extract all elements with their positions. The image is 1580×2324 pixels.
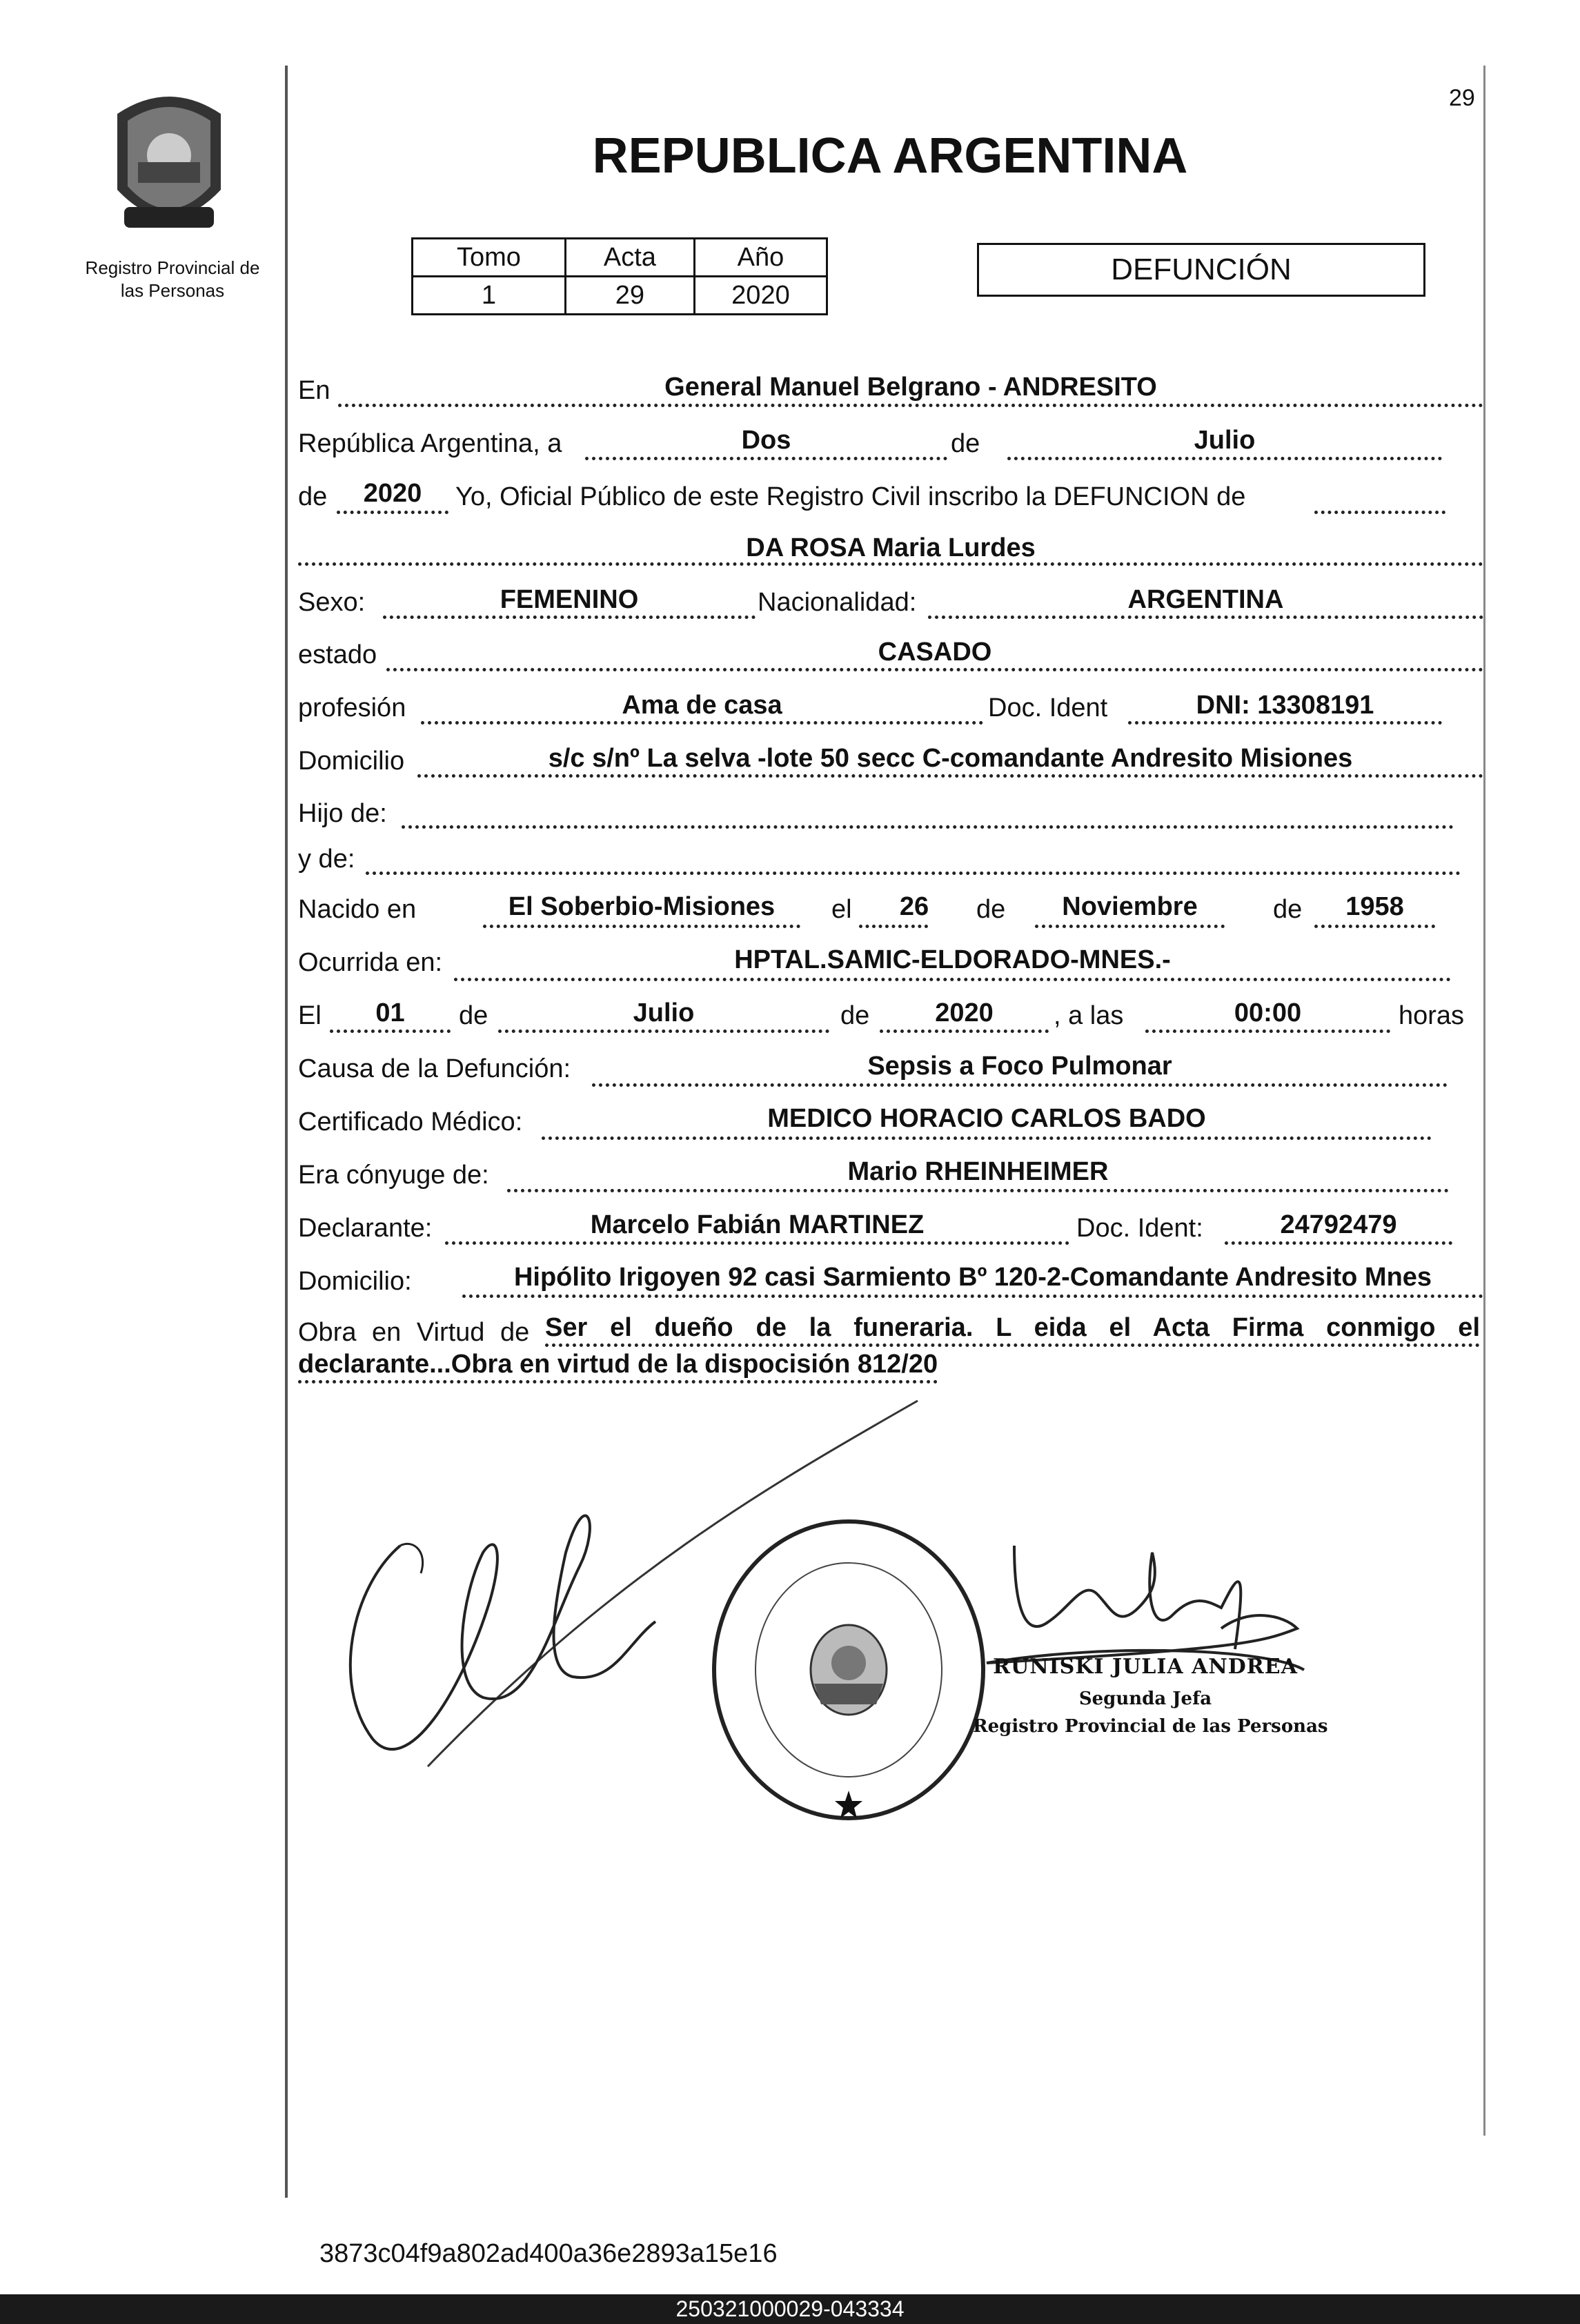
certificado-line <box>542 1136 1432 1140</box>
page-title: REPUBLICA ARGENTINA <box>592 128 1188 184</box>
y-de-label: y de: <box>298 845 355 874</box>
declarante-value: Marcelo Fabián MARTINEZ <box>590 1210 925 1239</box>
official-role: Segunda Jefa <box>1078 1688 1212 1709</box>
day-line <box>585 457 947 460</box>
record-table <box>411 237 828 315</box>
domicilio-label: Domicilio <box>298 747 405 776</box>
de-label: de <box>951 429 980 458</box>
declarante-label: Declarante: <box>298 1214 433 1243</box>
profesion-label: profesión <box>298 693 406 722</box>
hijo-de-label: Hijo de: <box>298 799 387 828</box>
conyuge-label: Era cónyuge de: <box>298 1161 489 1190</box>
value-tomo: 1 <box>413 277 566 315</box>
fallec-mes-line <box>498 1030 829 1033</box>
nacido-lugar-line <box>483 925 800 928</box>
declarante-line <box>445 1241 1069 1245</box>
fallec-dia-value: 01 <box>375 998 405 1027</box>
fallec-dia-line <box>330 1030 451 1033</box>
doc-ident-value: DNI: 13308191 <box>1196 691 1374 720</box>
nacido-mes-value: Noviembre <box>1062 892 1198 921</box>
nacido-anio-line <box>1314 925 1435 928</box>
barcode-footer-bar <box>0 2294 1580 2324</box>
estado-line <box>386 668 1483 671</box>
record-type: DEFUNCIÓN <box>1111 253 1292 286</box>
y-de-line <box>366 872 1461 875</box>
domicilio-value: s/c s/nº La selva -lote 50 secc C-comandante Andresito Misiones <box>548 744 1353 773</box>
header-anio: Año <box>694 239 827 277</box>
ocurrida-value: HPTAL.SAMIC-ELDORADO-MNES.- <box>734 945 1171 974</box>
value-anio: 2020 <box>694 277 827 315</box>
conyuge-line <box>507 1189 1449 1192</box>
year-line <box>337 511 448 514</box>
ocurrida-label: Ocurrida en: <box>298 948 443 977</box>
sexo-label: Sexo: <box>298 588 366 617</box>
de-label-2: de <box>976 895 1006 924</box>
declarante-domicilio-line <box>462 1294 1483 1298</box>
declarante-domicilio-value: Hipólito Irigoyen 92 casi Sarmiento Bº 120-2-Comandante Andresito Mnes <box>513 1263 1432 1292</box>
header-acta: Acta <box>565 239 694 277</box>
fallec-anio-value: 2020 <box>935 998 994 1027</box>
registry-name-line1: Registro Provincial de <box>85 257 260 278</box>
right-margin-line <box>1483 66 1485 2136</box>
registry-seal <box>704 1511 994 1829</box>
de-label-3: de <box>1273 895 1303 924</box>
sexo-value: FEMENINO <box>500 585 639 614</box>
declarante-doc-line <box>1225 1241 1452 1245</box>
el-label-2: El <box>298 1001 322 1030</box>
nacido-dia-value: 26 <box>899 892 929 921</box>
document-hash: 3873c04f9a802ad400a36e2893a15e16 <box>319 2239 778 2268</box>
causa-line <box>592 1083 1448 1087</box>
registry-name-line2: las Personas <box>120 280 225 301</box>
nacido-lugar-value: El Soberbio-Misiones <box>508 892 776 921</box>
nacionalidad-line <box>928 616 1483 619</box>
causa-value: Sepsis a Foco Pulmonar <box>867 1052 1172 1081</box>
nacido-dia-line <box>859 925 928 928</box>
doc-ident-label-2: Doc. Ident: <box>1076 1214 1203 1243</box>
de-label-4: de <box>459 1001 488 1030</box>
year-value: 2020 <box>363 479 422 508</box>
left-margin-line <box>285 66 288 2198</box>
officer-statement: Yo, Oficial Público de este Registro Civil inscribo la DEFUNCION de <box>455 482 1246 511</box>
hijo-de-line <box>402 825 1454 829</box>
fallec-hora-line <box>1145 1030 1390 1033</box>
official-office: Registro Provincial de las Personas <box>973 1716 1328 1737</box>
nacionalidad-label: Nacionalidad: <box>758 588 917 617</box>
fallec-anio-line <box>880 1030 1049 1033</box>
record-table-value-row <box>413 277 827 315</box>
record-table-header-row <box>413 239 827 277</box>
fallec-mes-value: Julio <box>633 998 695 1027</box>
province-logo <box>103 86 235 245</box>
estado-label: estado <box>298 640 377 669</box>
doc-ident-line <box>1128 721 1442 725</box>
header-tomo: Tomo <box>413 239 566 277</box>
de-year-label: de <box>298 482 328 511</box>
certificado-label: Certificado Médico: <box>298 1107 523 1136</box>
certificado-value: MEDICO HORACIO CARLOS BADO <box>767 1104 1206 1133</box>
ocurrida-line <box>454 978 1451 981</box>
declarante-doc-value: 24792479 <box>1280 1210 1397 1239</box>
a-las-label: , a las <box>1054 1001 1124 1030</box>
profesion-line <box>421 721 983 725</box>
month-value: Julio <box>1194 426 1256 455</box>
deceased-name-line <box>298 562 1483 566</box>
month-line <box>1007 457 1442 460</box>
barcode-number: 250321000029-043334 <box>675 2296 905 2321</box>
en-label: En <box>298 376 330 405</box>
de-label-5: de <box>840 1001 870 1030</box>
obra-line-2: declarante...Obra en virtud de la dispocisión 812/20 <box>298 1351 938 1383</box>
value-acta: 29 <box>565 277 694 315</box>
official-name: RUNISKI JULIA ANDREA <box>993 1655 1298 1679</box>
day-words-value: Dos <box>741 426 791 455</box>
nacionalidad-value: ARGENTINA <box>1127 585 1284 614</box>
nacido-mes-line <box>1035 925 1225 928</box>
conyuge-value: Mario RHEINHEIMER <box>847 1157 1109 1186</box>
page-number: 29 <box>1449 85 1475 111</box>
record-type-box <box>977 243 1425 297</box>
el-label: el <box>831 895 852 924</box>
republica-label: República Argentina, a <box>298 429 562 458</box>
domicilio-line <box>417 774 1483 778</box>
profesion-value: Ama de casa <box>622 691 782 720</box>
obra-label: Obra en Virtud de <box>298 1318 530 1347</box>
deceased-name-value: DA ROSA Maria Lurdes <box>746 533 1036 562</box>
place-value: General Manuel Belgrano - ANDRESITO <box>664 373 1157 402</box>
doc-ident-label: Doc. Ident <box>988 693 1108 722</box>
sexo-line <box>383 616 756 619</box>
nacido-anio-value: 1958 <box>1345 892 1404 921</box>
place-line <box>338 404 1483 407</box>
nacido-label: Nacido en <box>298 895 417 924</box>
obra-line-1: Ser el dueño de la funeraria. L eida el Acta Firma conmigo el <box>545 1314 1480 1347</box>
fallec-hora-value: 00:00 <box>1234 998 1302 1027</box>
causa-label: Causa de la Defunción: <box>298 1054 571 1083</box>
horas-label: horas <box>1399 1001 1465 1030</box>
estado-value: CASADO <box>878 638 992 667</box>
domicilio-label-2: Domicilio: <box>298 1267 412 1296</box>
officer-trailing-line <box>1314 511 1445 514</box>
